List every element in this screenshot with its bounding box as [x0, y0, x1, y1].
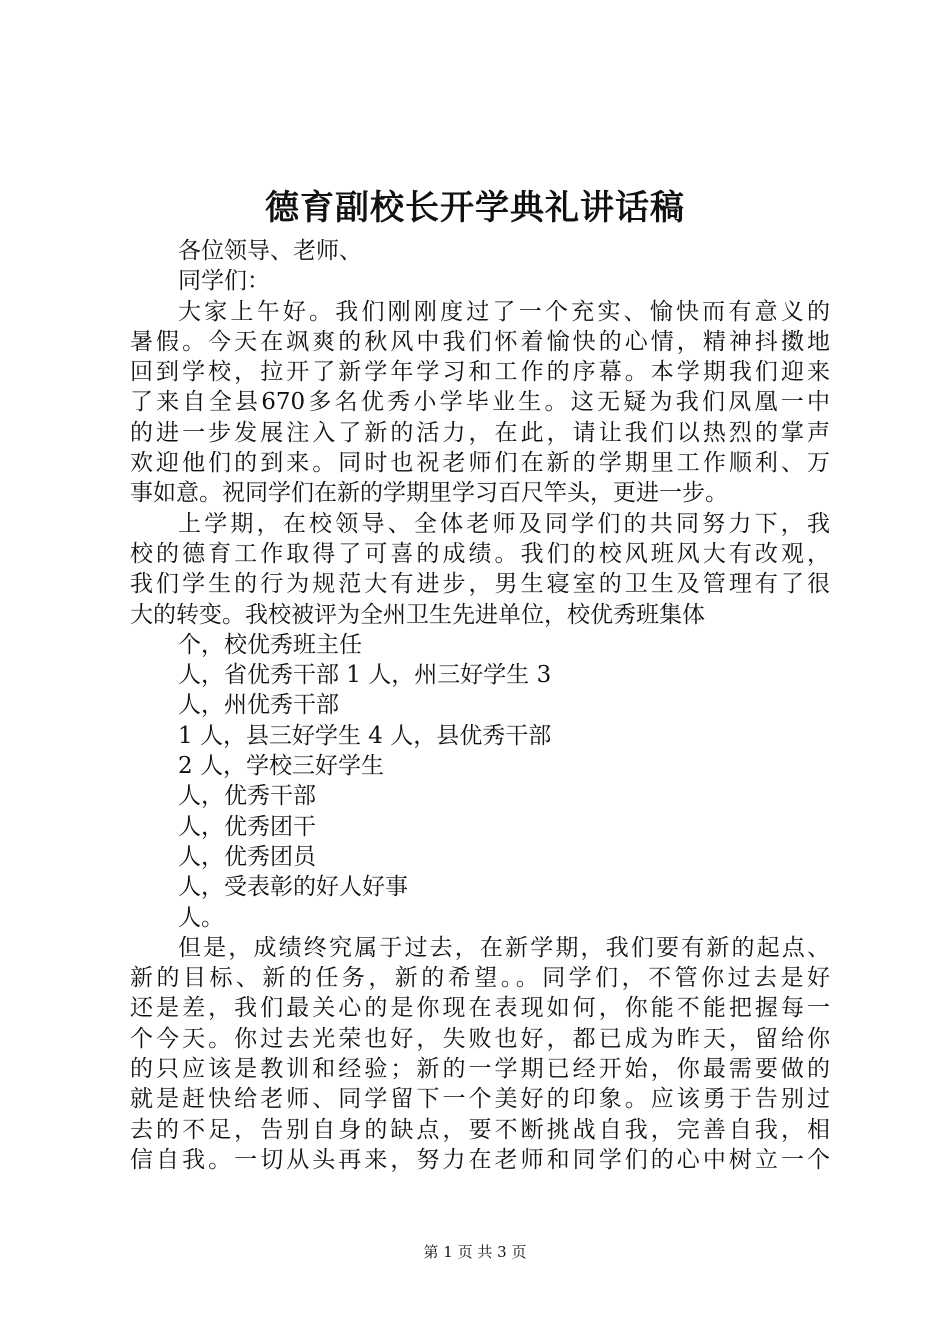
text-line: 人，省优秀干部 1 人，州三好学生 3 — [178, 662, 552, 689]
text-line: 的只应该是教训和经验；新的一学期已经开始，你最需要做的 — [130, 1056, 830, 1083]
text-line: 的进一步发展注入了新的活力，在此，请让我们以热烈的掌声 — [130, 419, 830, 446]
text-line: 暑假。今天在飒爽的秋风中我们怀着愉快的心情，精神抖擞地 — [130, 328, 830, 355]
text-line: 人，受表彰的好人好事 — [178, 874, 408, 901]
text-line: 人，优秀干部 — [178, 783, 316, 810]
text-line: 校的德育工作取得了可喜的成绩。我们的校风班风大有改观， — [130, 540, 830, 567]
text-line: 各位领导、老师、 — [178, 238, 362, 264]
text-line: 2 人，学校三好学生 — [178, 753, 384, 780]
text-line: 新的目标、新的任务，新的希望。。同学们，不管你过去是好 — [130, 965, 830, 992]
text-line: 上学期，在校领导、全体老师及同学们的共同努力下，我 — [178, 510, 830, 537]
text-line: 人，优秀团干 — [178, 813, 316, 840]
document-body — [130, 236, 830, 1175]
text-line: 同学们： — [178, 268, 270, 295]
text-line: 人，州优秀干部 — [178, 692, 339, 719]
text-line: 回到学校，拉开了新学年学习和工作的序幕。本学期我们迎来 — [130, 359, 830, 386]
text-line: 还是差，我们最关心的是你现在表现如何，你能不能把握每一 — [130, 995, 830, 1022]
text-line: 我们学生的行为规范大有进步，男生寝室的卫生及管理有了很 — [130, 571, 830, 598]
text-line: 1 人，县三好学生 4 人，县优秀干部 — [178, 722, 552, 749]
text-line: 事如意。祝同学们在新的学期里学习百尺竿头，更进一步。 — [130, 480, 728, 507]
text-line: 个，校优秀班主任 — [178, 631, 362, 658]
text-line: 去的不足，告别自身的缺点，要不断挑战自我，完善自我，相 — [130, 1116, 830, 1143]
document-title: 德育副校长开学典礼讲话稿 — [265, 188, 685, 228]
text-line: 就是赶快给老师、同学留下一个美好的印象。应该勇于告别过 — [130, 1086, 830, 1113]
page-footer: 第 1 页 共 3 页 — [423, 1243, 527, 1261]
text-line: 信自我。一切从头再来，努力在老师和同学们的心中树立一个 — [130, 1146, 830, 1173]
text-line: 个今天。你过去光荣也好，失败也好，都已成为昨天，留给你 — [130, 1025, 830, 1052]
text-line: 大的转变。我校被评为全州卫生先进单位，校优秀班集体 — [130, 601, 705, 628]
text-line: 人，优秀团员 — [178, 843, 316, 870]
text-line: 人。 — [178, 904, 224, 931]
text-line: 了来自全县670多名优秀小学毕业生。这无疑为我们凤凰一中 — [130, 389, 830, 416]
text-line: 大家上午好。我们刚刚度过了一个充实、愉快而有意义的 — [178, 298, 830, 325]
text-line: 但是，成绩终究属于过去，在新学期，我们要有新的起点、 — [178, 934, 830, 961]
text-line: 欢迎他们的到来。同时也祝老师们在新的学期里工作顺利、万 — [130, 450, 830, 477]
